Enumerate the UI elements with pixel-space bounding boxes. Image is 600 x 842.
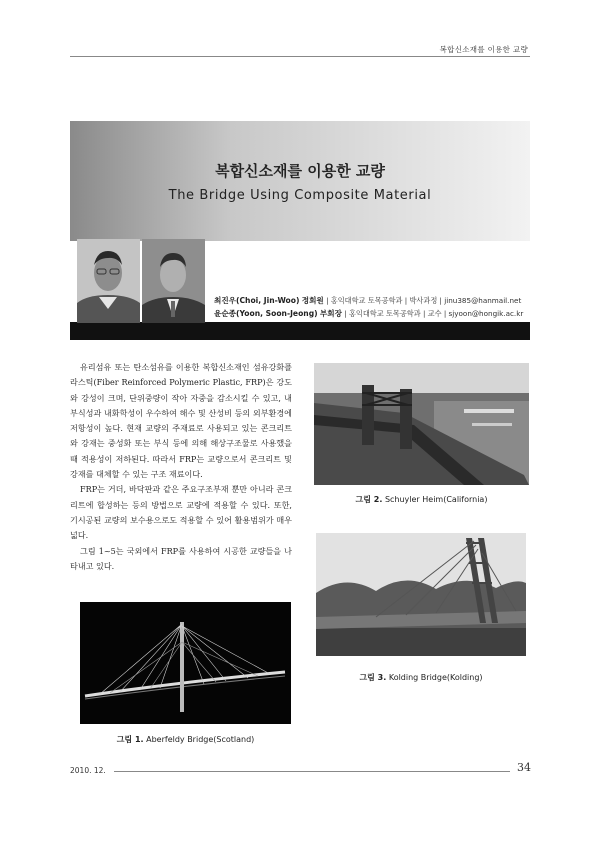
author-name: 윤순종(Yoon, Soon-Jeong)	[214, 309, 318, 318]
title-banner	[70, 121, 530, 241]
author-line-1	[214, 295, 521, 306]
figure-1-image	[80, 602, 291, 724]
figure-label: 그림 2.	[355, 495, 383, 504]
author-name: 최진우(Choi, Jin-Woo)	[214, 296, 300, 305]
author-role: 정회원	[301, 296, 324, 305]
banner-bottom-bar	[70, 322, 530, 340]
page-number: 34	[517, 761, 531, 774]
author-photo-yoon	[142, 239, 205, 323]
body-paragraph: FRP는 거더, 바닥판과 같은 주요구조부재 뿐만 아니라 콘크리트에 합성하는 등의 방법으로 교량에 적용할 수 있다. 또한, 기시공된 교량의 보수용으로도 적용할 수 있어 활용범위가 매우 넓다.	[70, 484, 292, 541]
author-role: 부회장	[319, 309, 342, 318]
figure-3-caption	[316, 672, 526, 683]
title-english: The Bridge Using Composite Material	[168, 188, 432, 203]
figure-label: 그림 1.	[116, 735, 144, 744]
header-rule	[70, 56, 530, 57]
figure-3-image	[316, 533, 526, 656]
body-paragraph: 유리섬유 또는 탄소섬유를 이용한 복합신소재인 섬유강화플라스틱(Fiber Reinforced Polymeric Plastic, FRP)은 강도와 강성이 크며, 단위중량이 작아 자중을 감소시킬 수 있고, 내부식성과 내화학성이 우수하여 해수 및 산성비 등의 외부환경에 저항성이 높다. 현재 교량의 주재료로 사용되고 있는 콘크리트와 강재는 중성화 또는 부식 등에 의해 해상구조물로 사용했을 때 적용성이 저하된다. 따라서 FRP는 교량으로서 콘크리트 및 강재를 대체할 수 있는 구조 재료이다.	[70, 362, 292, 480]
figure-2-caption	[314, 494, 529, 505]
figure-caption-text: Aberfeldy Bridge(Scotland)	[146, 735, 255, 744]
figure-1-caption	[80, 734, 291, 745]
figure-label: 그림 3.	[359, 673, 387, 682]
figure-caption-text: Kolding Bridge(Kolding)	[388, 673, 483, 682]
body-paragraph: 그림 1~5는 국외에서 FRP를 사용하여 시공한 교량들을 나타내고 있다.	[70, 545, 292, 571]
author-affiliation: | 홍익대학교 토목공학과 | 교수 | sjyoon@hongik.ac.kr	[344, 309, 524, 318]
author-line-2	[214, 308, 523, 319]
running-header: 복합신소재를 이용한 교량	[439, 45, 528, 54]
figure-caption-text: Schuyler Heim(California)	[384, 495, 488, 504]
author-affiliation: | 홍익대학교 토목공학과 | 박사과정 | jinu385@hanmail.net	[326, 296, 522, 305]
body-text	[70, 360, 292, 574]
figure-2-image	[314, 363, 529, 485]
footer-rule	[114, 771, 510, 772]
footer-date: 2010. 12.	[70, 766, 106, 775]
title-korean: 복합신소재를 이용한 교량	[215, 162, 385, 180]
author-photo-choi	[77, 239, 140, 323]
